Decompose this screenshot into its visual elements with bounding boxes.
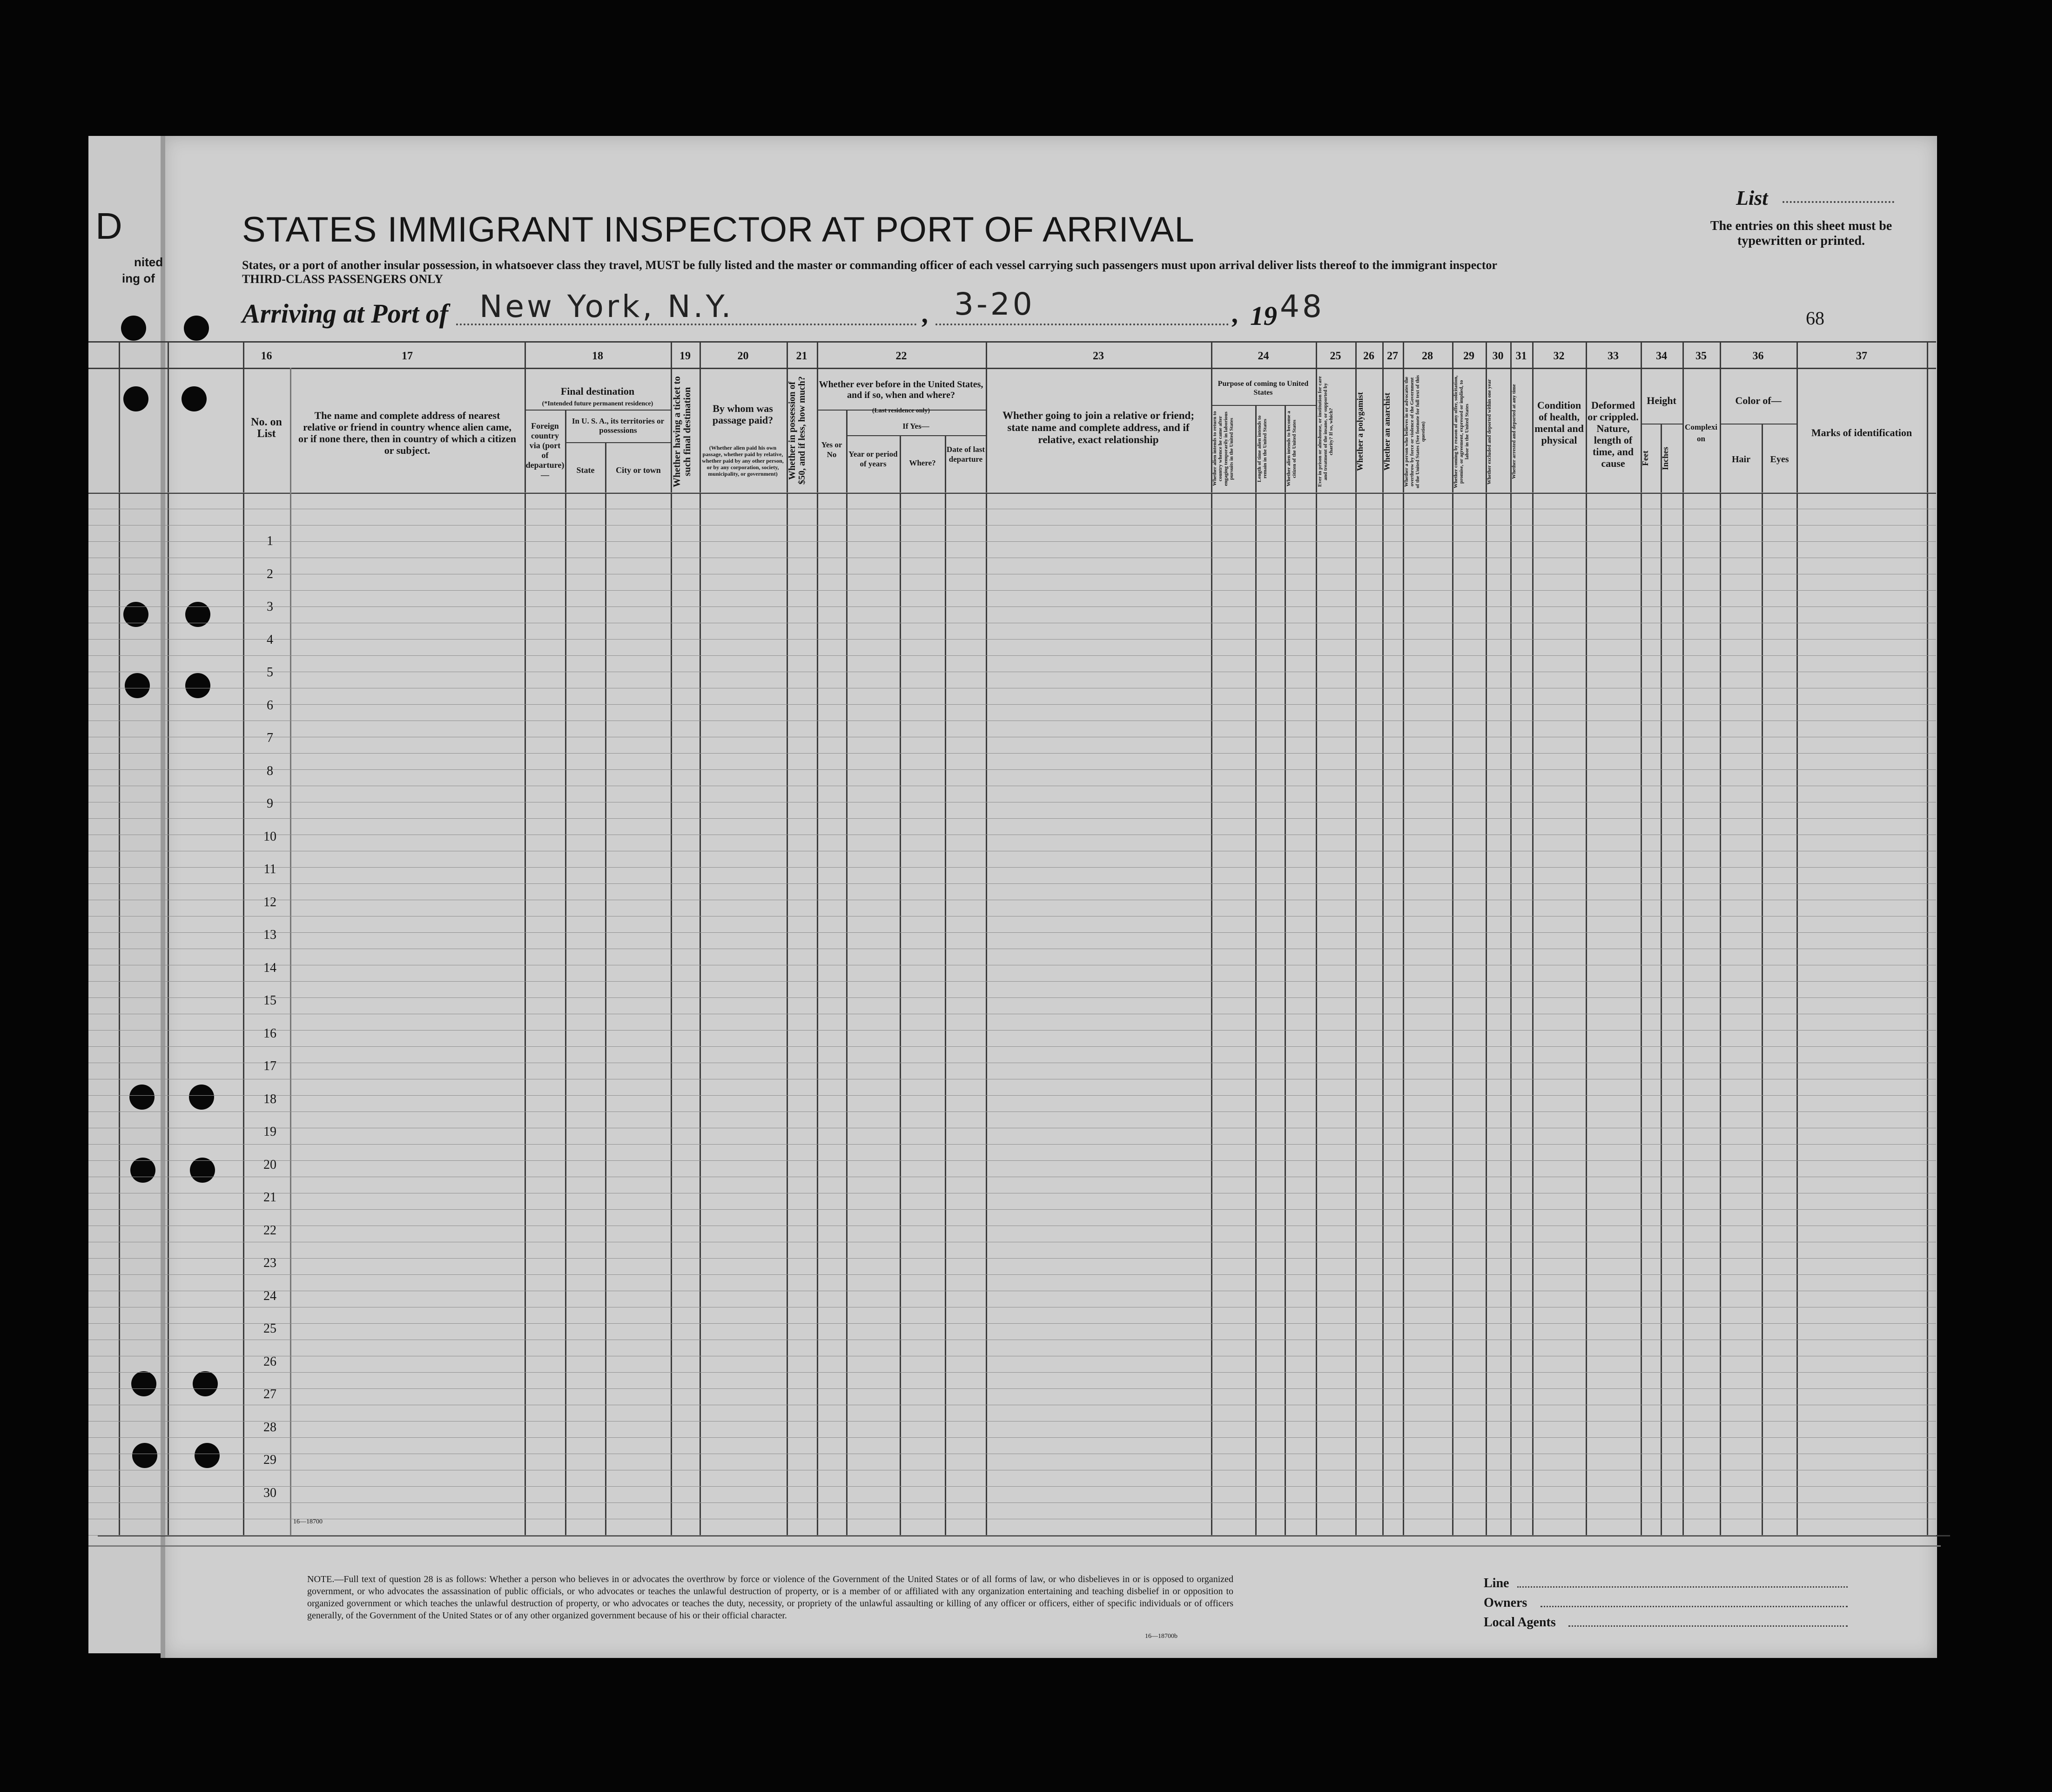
- header-height: Height: [1647, 395, 1676, 406]
- header-intends-return: Whether alien intends to return to country whence he came after engaging temporarily in laborious pursuits in the United States: [1212, 411, 1234, 486]
- year-prefix: 19: [1250, 301, 1277, 331]
- column-number: 22: [895, 350, 907, 362]
- header-length-of-stay: Length of time alien intends to remain in the United States: [1257, 415, 1268, 482]
- column-number: 35: [1695, 350, 1707, 362]
- header-join-relative: Whether going to join a relative or friend; state name and complete address, and if relative, exact relationship: [1002, 410, 1195, 445]
- column-number: 27: [1387, 350, 1398, 362]
- row-rule: [88, 1258, 1936, 1259]
- manifest-sheet: [163, 136, 1937, 1658]
- row-number: 25: [263, 1321, 276, 1336]
- punch-hole: [132, 1443, 157, 1468]
- column-number: 20: [737, 350, 749, 362]
- header-where: Where?: [909, 458, 936, 467]
- punch-hole: [185, 673, 210, 698]
- column-number: 21: [796, 350, 807, 362]
- header-passage-paid-note: (Whether alien paid his own passage, whether paid by relative, whether paid by any other person, or by any corporation, society, municipality, or government): [702, 445, 784, 477]
- row-rule: [88, 997, 1936, 998]
- row-number: 20: [263, 1157, 276, 1172]
- row-number: 24: [263, 1288, 276, 1303]
- row-rule: [88, 753, 1936, 754]
- column-number: 26: [1363, 350, 1374, 362]
- row-number: 3: [267, 600, 273, 614]
- row-number: 9: [267, 796, 273, 811]
- header-city-or-town: City or town: [616, 465, 661, 475]
- row-number: 16: [263, 1026, 276, 1041]
- header-ever-before-us: Whether ever before in the United States, and if so, when and where?: [819, 379, 983, 400]
- column-number: 36: [1752, 350, 1764, 362]
- row-number: 13: [263, 928, 276, 942]
- row-rule: [88, 655, 1936, 656]
- header-date-last-departure: Date of last departure: [946, 445, 985, 464]
- row-rule: [88, 932, 1936, 933]
- row-number: 11: [263, 862, 276, 876]
- column-number: 37: [1856, 350, 1867, 362]
- row-rule: [88, 1046, 1936, 1047]
- row-number: 2: [267, 566, 273, 581]
- row-rule: [88, 818, 1936, 819]
- line-field: [1517, 1586, 1848, 1588]
- header-complexion: Complexion: [1685, 423, 1717, 443]
- row-rule: [88, 1209, 1936, 1210]
- form-instructions: States, or a port of another insular possession, in whatsoever class they travel, MUST be fully listed and the master or commanding officer of each vessel carrying such passengers must upon arrival deliver lists thereof to the immigrant inspector: [242, 258, 1497, 272]
- header-hair: Hair: [1732, 454, 1750, 465]
- row-rule: [88, 1274, 1936, 1275]
- column-number-border: [88, 368, 1936, 369]
- row-rule: [88, 704, 1936, 705]
- left-fragment-text: ing of: [122, 271, 155, 285]
- row-number: 4: [267, 632, 273, 647]
- header-inches: Inches: [1661, 447, 1670, 471]
- column-divider: [1285, 405, 1286, 1535]
- row-rule: [88, 541, 1936, 542]
- row-rule: [88, 1160, 1936, 1161]
- row-number: 8: [267, 763, 273, 778]
- header-no-on-list: No. on List: [251, 416, 282, 440]
- punch-hole: [121, 316, 146, 341]
- owners-label: Owners: [1484, 1596, 1527, 1610]
- punch-hole: [189, 1085, 214, 1110]
- row-rule: [88, 639, 1936, 640]
- handwritten-year: 48: [1280, 289, 1325, 324]
- column-number: 28: [1422, 350, 1433, 362]
- row-number: 17: [263, 1059, 276, 1073]
- header-state: State: [576, 465, 595, 475]
- form-title: STATES IMMIGRANT INSPECTOR AT PORT OF ARRIVAL: [242, 210, 1195, 249]
- column-number: 16: [261, 350, 272, 362]
- column-number: 34: [1656, 350, 1667, 362]
- subheader-line: [565, 442, 671, 443]
- header-if-yes: If Yes—: [902, 422, 929, 431]
- column-number: 32: [1553, 350, 1565, 362]
- row-number: 7: [267, 731, 273, 745]
- punch-hole: [184, 316, 209, 341]
- subheader-line: [525, 410, 671, 411]
- header-final-destination: Final destination: [560, 385, 635, 397]
- header-excluded-deported: Whether excluded and deported within one year: [1487, 379, 1492, 485]
- column-divider: [900, 435, 901, 1535]
- punch-hole: [193, 1371, 218, 1396]
- left-fragment-letter: D: [95, 205, 122, 247]
- row-number: 22: [263, 1223, 276, 1238]
- line-label: Line: [1484, 1576, 1509, 1590]
- column-divider: [565, 410, 566, 1535]
- row-number: 5: [267, 665, 273, 680]
- punch-hole: [182, 386, 207, 411]
- column-number: 31: [1515, 350, 1527, 362]
- header-polygamist: Whether a polygamist: [1355, 392, 1365, 472]
- header-period-of-years: Year or period of years: [848, 450, 898, 468]
- passenger-class: THIRD-CLASS PASSENGERS ONLY: [242, 272, 444, 286]
- row-number: 28: [263, 1420, 276, 1435]
- row-rule: [88, 1437, 1936, 1438]
- sheet-fold: [161, 136, 165, 1658]
- row-number: 6: [267, 698, 273, 713]
- row-rule: [88, 1323, 1936, 1324]
- row-number: 30: [263, 1485, 276, 1500]
- row-number: 1: [267, 534, 273, 548]
- row-rule: [88, 883, 1936, 884]
- column-divider: [945, 435, 946, 1535]
- column-divider: [1255, 405, 1257, 1535]
- row-rule: [88, 606, 1936, 607]
- row-rule: [88, 1388, 1936, 1389]
- header-feet: Feet: [1641, 451, 1650, 466]
- punch-hole: [125, 673, 150, 698]
- header-prison-almshouse: Ever in prison or almshouse, or institution for care and treatment of the insane, or supported by charity? If so, which?: [1317, 376, 1334, 487]
- header-labor-offer: Whether coming by reason of any offer, solicitation, promise, or agreement, expressed or implied, to labor in the United States: [1453, 375, 1470, 488]
- form-number: 16—18700b: [1145, 1633, 1177, 1640]
- list-label: List: [1736, 187, 1768, 209]
- row-rule: [88, 867, 1936, 868]
- row-rule: [88, 769, 1936, 770]
- local-agents-label: Local Agents: [1484, 1615, 1556, 1630]
- header-final-destination-note: (*Intended future permanent residence): [542, 400, 653, 407]
- row-number: 18: [263, 1091, 276, 1106]
- row-number: 21: [263, 1190, 276, 1205]
- row-rule: [88, 1535, 1936, 1536]
- left-fragment-text: nited: [134, 255, 163, 269]
- header-ticket: Whether having a ticket to such final destination: [671, 376, 693, 487]
- row-number: 27: [263, 1387, 276, 1401]
- row-rule: [88, 1372, 1936, 1373]
- header-health: Condition of health, mental and physical: [1534, 399, 1584, 446]
- punch-hole: [131, 1371, 156, 1396]
- punch-hole: [190, 1158, 215, 1183]
- column-number: 18: [592, 350, 603, 362]
- punch-hole: [130, 1158, 155, 1183]
- column-number: 19: [680, 350, 691, 362]
- row-rule: [88, 1486, 1936, 1487]
- footnote-question-28: NOTE.—Full text of question 28 is as follows: Whether a person who believes in or advocates the overthrow by force or violence of the Government of the United States or of all forms of law, or who disbelieves in or is opposed to organized government, or who advocates the assassination of public officials, or who advocates or teaches the unlawful destruction of property, or is a member of or affiliated with any organization entertaining and teaching disbelief in or opposition to organized government or which teaches the unlawful destruction of property, or who advocates or teaches the duty, necessity, or propriety of the unlawful assaulting or killing of any officer or officers, either of specific individuals or of officers generally, of the Government of the United States or of any other organized government because of his or their official character.: [307, 1574, 1233, 1621]
- column-number: 17: [402, 350, 413, 362]
- row-number: 19: [263, 1125, 276, 1139]
- header-anarchist: Whether an anarchist: [1382, 392, 1392, 471]
- row-number: 14: [263, 960, 276, 975]
- column-number: 29: [1463, 350, 1474, 362]
- header-last-residence-note: (Last residence only): [872, 407, 930, 414]
- row-rule: [88, 1030, 1936, 1031]
- header-color-of: Color of—: [1735, 395, 1782, 406]
- local-agents-field: [1568, 1625, 1848, 1627]
- subheader-line: [846, 435, 986, 436]
- row-number: 26: [263, 1354, 276, 1369]
- header-passage-paid: By whom was passage paid?: [712, 403, 774, 426]
- row-rule: [88, 1502, 1936, 1503]
- form-number: 16—18700: [293, 1518, 323, 1525]
- header-eyes: Eyes: [1770, 454, 1789, 465]
- table-bottom-border: [88, 1545, 1941, 1547]
- handwritten-date: 3-20: [954, 286, 1035, 322]
- list-line: [1783, 201, 1894, 203]
- comma: ,: [1232, 298, 1239, 329]
- date-line: [935, 323, 1229, 325]
- arriving-port-label: Arriving at Port of: [242, 298, 449, 329]
- table-top-border: [88, 341, 1936, 343]
- header-purpose: Purpose of coming to United States: [1218, 380, 1309, 397]
- column-number: 25: [1330, 350, 1341, 362]
- row-number: 10: [263, 829, 276, 844]
- column-number: 24: [1258, 350, 1269, 362]
- header-nearest-relative: The name and complete address of nearest relative or friend in country whence alien came, or if none there, then in country of which a citizen or subject.: [298, 410, 516, 456]
- back-sheet-edge: [88, 136, 168, 1653]
- list-instructions: The entries on this sheet must be typewritten or printed.: [1710, 219, 1892, 248]
- row-number: 29: [263, 1453, 276, 1467]
- header-arrested-deported: Whether arrested and deported at any time: [1511, 384, 1517, 479]
- header-overthrow-question: Whether a person who believes in or advocates the overthrow by force or violence of the Government of the United States (See footnote for full text of this question): [1404, 375, 1426, 488]
- column-divider: [846, 410, 848, 1535]
- header-deformed: Deformed or crippled. Nature, length of time, and cause: [1588, 399, 1639, 469]
- header-in-usa: In U. S. A., its territories or possessions: [572, 417, 665, 435]
- header-yes-or-no: Yes or No: [821, 440, 842, 459]
- owners-field: [1541, 1606, 1848, 1607]
- page-number: 68: [1806, 308, 1824, 329]
- row-rule: [88, 590, 1936, 591]
- header-money: Whether in possession of $50, and if less, how much?: [787, 376, 807, 485]
- row-rule: [88, 1144, 1936, 1145]
- punch-hole: [129, 1085, 155, 1110]
- row-rule: [88, 981, 1936, 982]
- row-number: 12: [263, 895, 276, 909]
- column-number: 33: [1608, 350, 1619, 362]
- punch-hole: [195, 1443, 220, 1468]
- subheader-line: [1211, 405, 1316, 406]
- row-rule: [88, 492, 1936, 493]
- comma: ,: [922, 298, 929, 329]
- row-number: 15: [263, 993, 276, 1008]
- punch-hole: [123, 386, 148, 411]
- row-rule: [88, 1095, 1936, 1096]
- handwritten-port: New York, N.Y.: [479, 289, 734, 324]
- header-intends-citizen: Whether alien intends to become a citizen of the United States: [1286, 411, 1297, 487]
- column-number: 30: [1492, 350, 1504, 362]
- header-marks-identification: Marks of identification: [1811, 427, 1912, 438]
- header-foreign-country: Foreign country via (port of departure)—: [525, 421, 565, 479]
- row-number: 23: [263, 1256, 276, 1270]
- column-number: 23: [1093, 350, 1104, 362]
